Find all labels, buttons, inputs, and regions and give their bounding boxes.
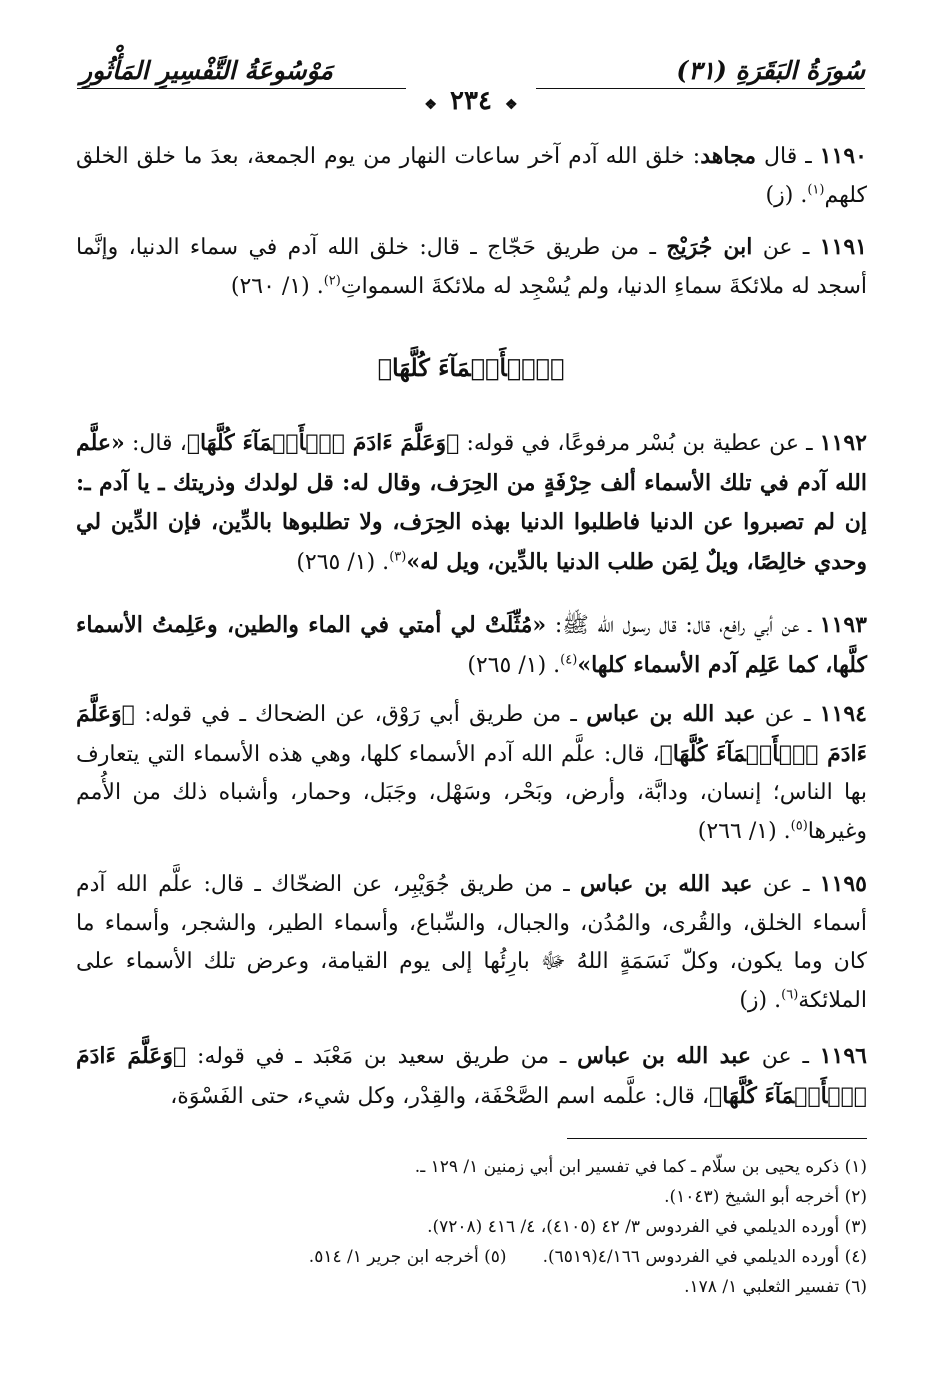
running-head-book-title: مَوْسُوعَةُ التَّفْسِيرِ المَأْثُورِ bbox=[80, 56, 333, 85]
narration-number: ١١٩٢ bbox=[819, 430, 867, 456]
narration-1195: ١١٩٥ ـ عن عبد الله بن عباس ـ من طريق جُوَيْبِر، عن الضحّاك ـ قال: علَّم الله آدم أسماء الخلق، والقُرى، والمُدُن، والجبال، والسِّباع، وأسماء الطير، والشجر، وأسماء ما كان وما يكون، وكلّ نَسَمَةٍ اللهُ ﷻ بارِئُها إلى يوم القيامة، وعرض تلك الأسماء على الملائكة$^{(٦)}$. (ز) bbox=[76, 871, 867, 1013]
footnote-marker: (٥) bbox=[790, 818, 808, 834]
footnote-marker: (٣) bbox=[389, 549, 407, 565]
narrator-name: عبد الله بن عباس bbox=[580, 871, 753, 897]
narration-number: ١١٩٥ bbox=[819, 871, 867, 897]
source-ref: . (ز) bbox=[739, 987, 782, 1013]
narrator-name: عبد الله بن عباس bbox=[586, 701, 756, 727]
narration-1194: ١١٩٤ ـ عن عبد الله بن عباس ـ من طريق أبي رَوْق، عن الضحاك ـ في قوله: ﴿وَعَلَّمَ ءَادَمَ ٱلۡأَسۡمَآءَ كُلَّهَا﴾، قال: علَّم الله آدم الأسماء كلها، وهي هذه الأسماء التي يتعارف بها الناس؛ إنسان، ودابَّة، وأرض، وبَحْر، وسَهْل، وجَبَل، وحمار، وأشباه ذلك من الأُمم وغيرها$^{(٥)}$. (١/ ٢٦٦) bbox=[76, 701, 867, 844]
narration-1191: ١١٩١ ـ عن ابن جُرَيْج ـ من طريق حَجّاج ـ قال: خلق الله آدم في سماء الدنيا، وإنَّما أسجد له ملائكةَ سماءِ الدنيا، ولم يُسْجِد له ملائكةَ السمواتِ$^{(٢)}$. (١/ ٢٦٠) bbox=[76, 234, 867, 299]
quran-verse: ﴿وَعَلَّمَ ءَادَمَ ٱلۡأَسۡمَآءَ كُلَّهَا﴾ bbox=[186, 430, 460, 456]
footnotes bbox=[76, 1152, 867, 1302]
narration-1192: ١١٩٢ ـ عن عطية بن بُسْر مرفوعًا، في قوله: ﴿وَعَلَّمَ ءَادَمَ ٱلۡأَسۡمَآءَ كُلَّهَا﴾، قال: «علَّم الله آدم في تلك الأسماء ألف حِرْفَةٍ من الحِرَف، وقال له: قل لولدك وذريتك ـ يا آدم ـ: إن لم تصبروا عن الدنيا فاطلبوا الدنيا بهذه الحِرَف، ولا تطلبوها بالدِّين، فإن الدِّين لي وحدي خالِصًا، ويلٌ لِمَن طلب الدنيا بالدِّين، ويل له»$^{(٣)}$. (١/ ٢٦٥) bbox=[76, 430, 867, 575]
narration-number: ١١٩٤ bbox=[819, 701, 867, 727]
narration-1196: ١١٩٦ ـ عن عبد الله بن عباس ـ من طريق سعيد بن مَعْبَد ـ في قوله: ﴿وَعَلَّمَ ءَادَمَ ٱلۡأَسۡمَآءَ كُلَّهَا﴾، قال: علَّمه اسم الصَّحْفَة، والقِدْر، وكل شيء، حتى الفَسْوَة، bbox=[76, 1043, 867, 1109]
verse-ref: (٣١) bbox=[676, 56, 727, 85]
footnote-separator bbox=[567, 1138, 867, 1139]
narrator-name: عبد الله بن عباس bbox=[577, 1043, 751, 1069]
narration-1193: ١١٩٣ ـ عن أبي رافع، قال: قال رسول الله ﷺ: «مُثِّلَتْ لي أمتي في الماء والطين، وعَلِمتُ الأسماء كلَّها، كما عَلِم آدم الأسماء كلها»$^{(٤)}$. (١/ ٢٦٥) bbox=[76, 612, 867, 678]
footnote-row bbox=[76, 1242, 867, 1272]
running-head-surah bbox=[676, 56, 865, 86]
ornament-icon: ❖ bbox=[424, 97, 437, 113]
ornament-icon: ❖ bbox=[505, 97, 518, 113]
narration-1190: ١١٩٠ ـ قال مجاهد: خلق الله آدم آخر ساعات النهار من يوم الجمعة، بعدَ ما خلق الخلق كلهم$^{(١)}$. (ز) bbox=[76, 143, 867, 208]
section-heading: ﴿ٱلۡأَسۡمَآءَ كُلَّهَا﴾ bbox=[377, 353, 565, 382]
footnote-5: (٥) أخرجه ابن جرير ١/ ٥١٤. bbox=[308, 1247, 507, 1267]
footnote-marker: (٢) bbox=[323, 273, 341, 289]
footnote-marker: (٦) bbox=[781, 987, 799, 1003]
footnote-4: (٤) أورده الديلمي في الفردوس ٤/١٦٦(٦٥١٩). bbox=[542, 1247, 867, 1267]
footnote-marker: (٤) bbox=[560, 652, 578, 668]
narration-number: ١١٩٠ bbox=[819, 143, 867, 169]
source-ref: . (١/ ٢٦٥) bbox=[296, 549, 390, 575]
source-ref: . (ز) bbox=[765, 182, 808, 208]
footnote-marker: (١) bbox=[807, 182, 825, 198]
quran-verse: ﴿وَعَلَّمَ ءَادَمَ ٱلۡأَسۡمَآءَ كُلَّهَا﴾ bbox=[76, 1043, 867, 1109]
hadith-text: «مُثِّلَتْ لي أمتي في الماء والطين، وعَلِمتُ الأسماء كلَّها، كما عَلِم آدم الأسماء كلها» bbox=[76, 612, 867, 678]
narrator-name: مجاهد bbox=[700, 143, 757, 169]
source-ref: . (١/ ٢٦٦) bbox=[697, 818, 791, 844]
footnote-6: (٦) تفسير الثعلبي ١/ ١٧٨. bbox=[684, 1277, 867, 1297]
footnote-3: (٣) أورده الديلمي في الفردوس ٣/ ٤٢ (٤١٠٥)، ٤/ ٤١٦ (٧٢٠٨). bbox=[427, 1217, 867, 1237]
narration-number: ١١٩٦ bbox=[819, 1043, 867, 1069]
footnote-2: (٢) أخرجه أبو الشيخ (١٠٤٣). bbox=[664, 1187, 867, 1207]
narrator-name: ابن جُرَيْج bbox=[666, 234, 753, 260]
narration-number: ١١٩١ bbox=[819, 234, 867, 260]
quran-verse: ﴿وَعَلَّمَ ءَادَمَ ٱلۡأَسۡمَآءَ كُلَّهَا﴾ bbox=[76, 701, 867, 767]
page-number-area bbox=[0, 86, 942, 120]
source-ref: . (١/ ٢٦٠) bbox=[230, 273, 324, 299]
hadith-text: «علَّم الله آدم في تلك الأسماء ألف حِرْفَةٍ من الحِرَف، وقال له: قل لولدك وذريتك ـ يا آدم ـ: إن لم تصبروا عن الدنيا فاطلبوا الدنيا بهذه الحِرَف، ولا تطلبوها بالدِّين، فإن الدِّين لي وحدي خالِصًا، ويلٌ لِمَن طلب الدنيا بالدِّين، ويل له» bbox=[76, 430, 867, 575]
page-number: ٢٣٤ bbox=[450, 86, 492, 116]
source-ref: . (١/ ٢٦٥) bbox=[467, 652, 561, 678]
surah-label: سُورَةُ البَقَرَةِ bbox=[735, 56, 865, 85]
narration-number: ١١٩٣ bbox=[819, 612, 867, 638]
footnote-1: (١) ذكره يحيى بن سلّام ـ كما في تفسير ابن أبي زمنين ١/ ١٢٩ ـ. bbox=[414, 1157, 867, 1177]
